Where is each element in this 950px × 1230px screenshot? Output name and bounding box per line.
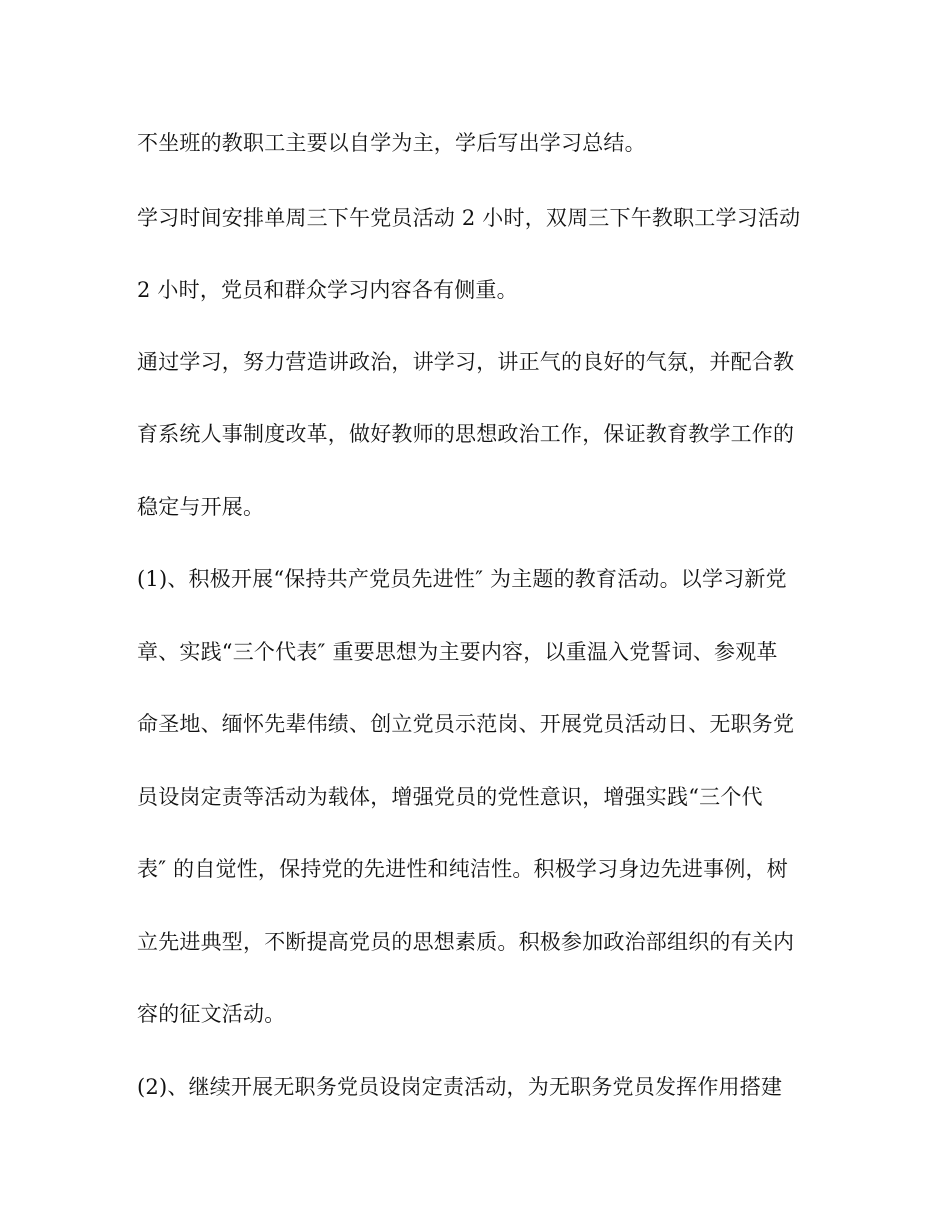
text-line: 容的征文活动。 xyxy=(137,1002,286,1026)
text-line: 员设岗定责等活动为载体，增强党员的党性意识，增强实践“三个代 xyxy=(137,785,763,809)
text-line: 学习时间安排单周三下午党员活动 2 小时，双周三下午教职工学习活动 xyxy=(137,206,801,230)
text-line: 稳定与开展。 xyxy=(137,495,265,519)
text-line: 不坐班的教职工主要以自学为主，学后写出学习总结。 xyxy=(137,131,646,155)
text-line: 表″ 的自觉性，保持党的先进性和纯洁性。积极学习身边先进事例，树 xyxy=(137,857,788,881)
text-line: 2 小时，党员和群众学习内容各有侧重。 xyxy=(137,278,518,302)
text-line: (2)、继续开展无职务党员设岗定责活动，为无职务党员发挥作用搭建 xyxy=(137,1075,783,1099)
text-line: (1)、积极开展“保持共产党员先进性″ 为主题的教育活动。以学习新党 xyxy=(137,567,787,591)
text-line: 章、实践“三个代表″ 重要思想为主要内容，以重温入党誓词、参观革 xyxy=(137,640,778,664)
text-line: 通过学习，努力营造讲政治，讲学习，讲正气的良好的气氛，并配合教 xyxy=(137,350,795,374)
text-line: 命圣地、缅怀先辈伟绩、创立党员示范岗、开展党员活动日、无职务党 xyxy=(137,712,795,736)
text-line: 立先进典型，不断提高党员的思想素质。积极参加政治部组织的有关内 xyxy=(137,930,795,954)
text-line: 育系统人事制度改革，做好教师的思想政治工作，保证教育教学工作的 xyxy=(137,422,795,446)
